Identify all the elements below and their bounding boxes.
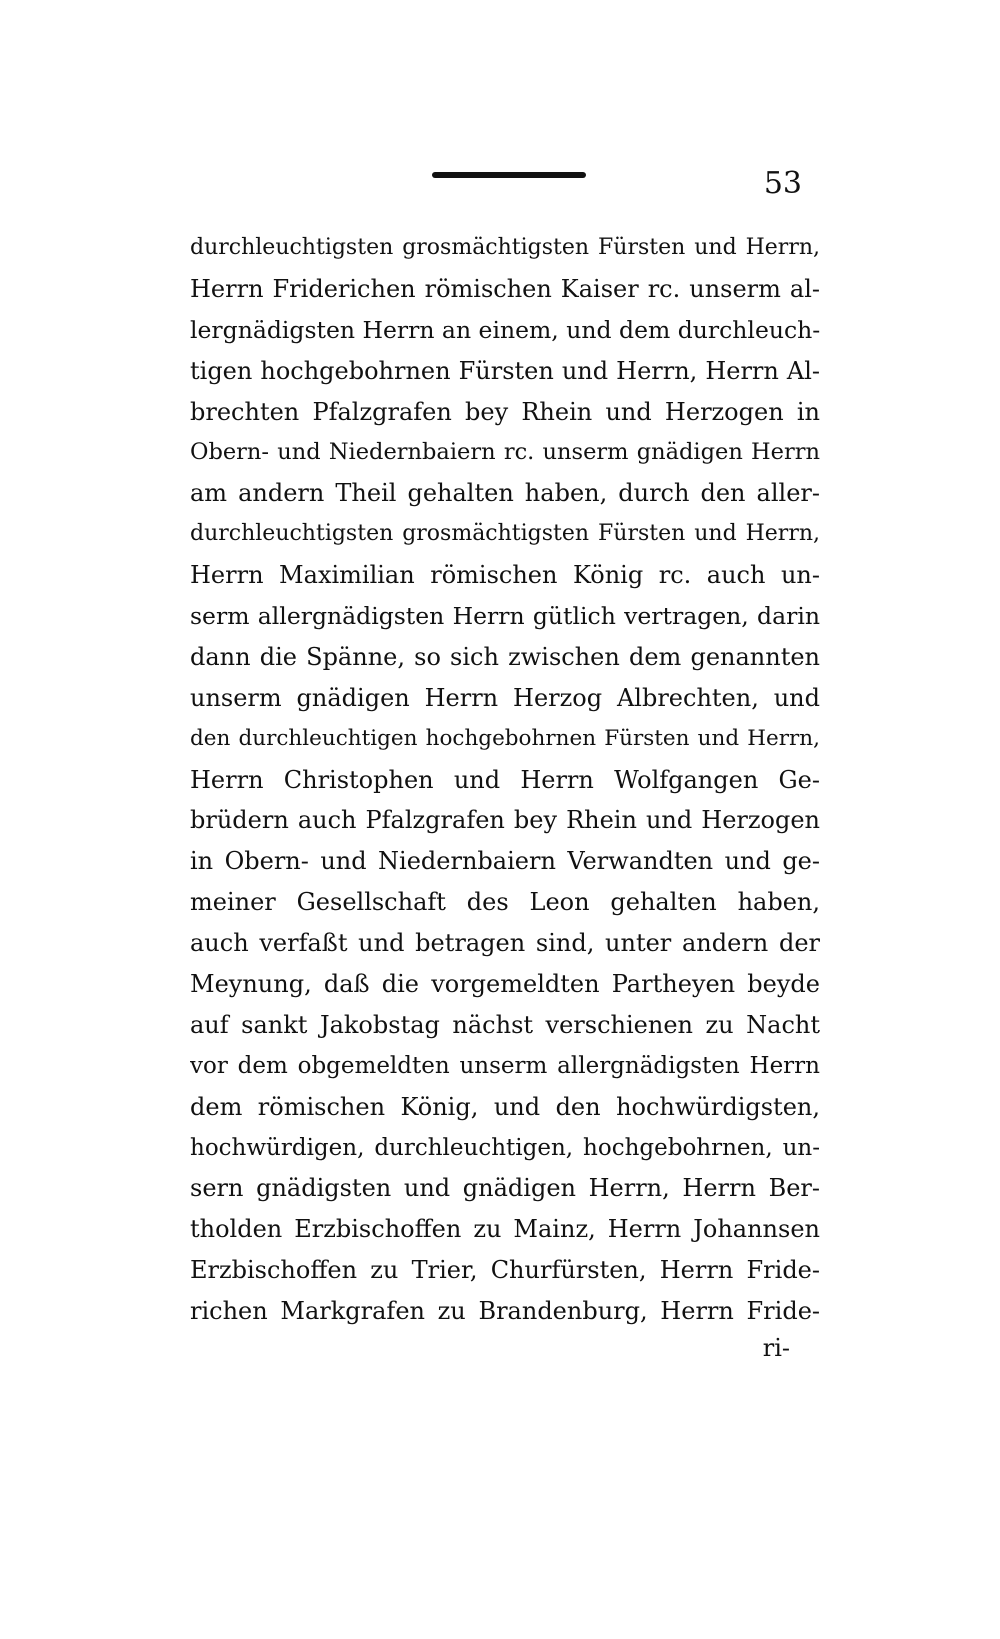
text-line: Herrn Friderichen römischen Kaiser rc. unserm al-	[190, 274, 820, 303]
text-line: tigen hochgebohrnen Fürsten und Herrn, Herrn Al-	[190, 356, 820, 385]
text-line: lergnädigsten Herrn an einem, und dem durchleuch-	[190, 315, 820, 344]
text-line: vor dem obgemeldten unserm allergnädigsten Herrn	[190, 1052, 820, 1079]
text-line: sern gnädigsten und gnädigen Herrn, Herrn Ber-	[190, 1174, 820, 1203]
text-line: in Obern- und Niedernbaiern Verwandten und ge-	[190, 847, 820, 876]
text-line: durchleuchtigsten grosmächtigsten Fürsten und Herrn,	[190, 235, 820, 260]
text-line: meiner Gesellschaft des Leon gehalten haben,	[190, 888, 820, 917]
text-line: Herrn Maximilian römischen König rc. auch un-	[190, 561, 820, 590]
text-line: brüdern auch Pfalzgrafen bey Rhein und Herzogen	[190, 806, 820, 835]
header-rule	[432, 172, 586, 178]
text-line: Obern- und Niedernbaiern rc. unserm gnädigen Herrn	[190, 439, 820, 466]
text-line: tholden Erzbischoffen zu Mainz, Herrn Johannsen	[190, 1215, 820, 1244]
text-line: Erzbischoffen zu Trier, Churfürsten, Herrn Fride-	[190, 1256, 820, 1285]
text-line: durchleuchtigsten grosmächtigsten Fürsten und Herrn,	[190, 521, 820, 547]
text-line: auf sankt Jakobstag nächst verschienen zu Nacht	[190, 1010, 820, 1039]
text-line: Herrn Christophen und Herrn Wolfgangen Ge-	[190, 765, 820, 794]
catchword: ri-	[762, 1334, 790, 1362]
text-line: richen Markgrafen zu Brandenburg, Herrn Fride-	[190, 1297, 820, 1326]
text-line: unserm gnädigen Herrn Herzog Albrechten, und	[190, 683, 820, 712]
text-line: brechten Pfalzgrafen bey Rhein und Herzogen in	[190, 397, 820, 426]
text-line: hochwürdigen, durchleuchtigen, hochgebohrnen, un-	[190, 1134, 820, 1161]
text-line: serm allergnädigsten Herrn gütlich vertragen, darin	[190, 602, 820, 631]
page-number: 53	[763, 166, 802, 201]
text-line: auch verfaßt und betragen sind, unter andern der	[190, 929, 820, 958]
text-line: Meynung, daß die vorgemeldten Partheyen beyde	[190, 970, 820, 999]
text-line: am andern Theil gehalten haben, durch den aller-	[190, 479, 820, 508]
text-line: den durchleuchtigen hochgebohrnen Fürsten und Herrn,	[190, 725, 820, 751]
text-line: dann die Spänne, so sich zwischen dem genannten	[190, 642, 820, 671]
text-line: dem römischen König, und den hochwürdigsten,	[190, 1092, 820, 1121]
body-text	[190, 228, 820, 1332]
